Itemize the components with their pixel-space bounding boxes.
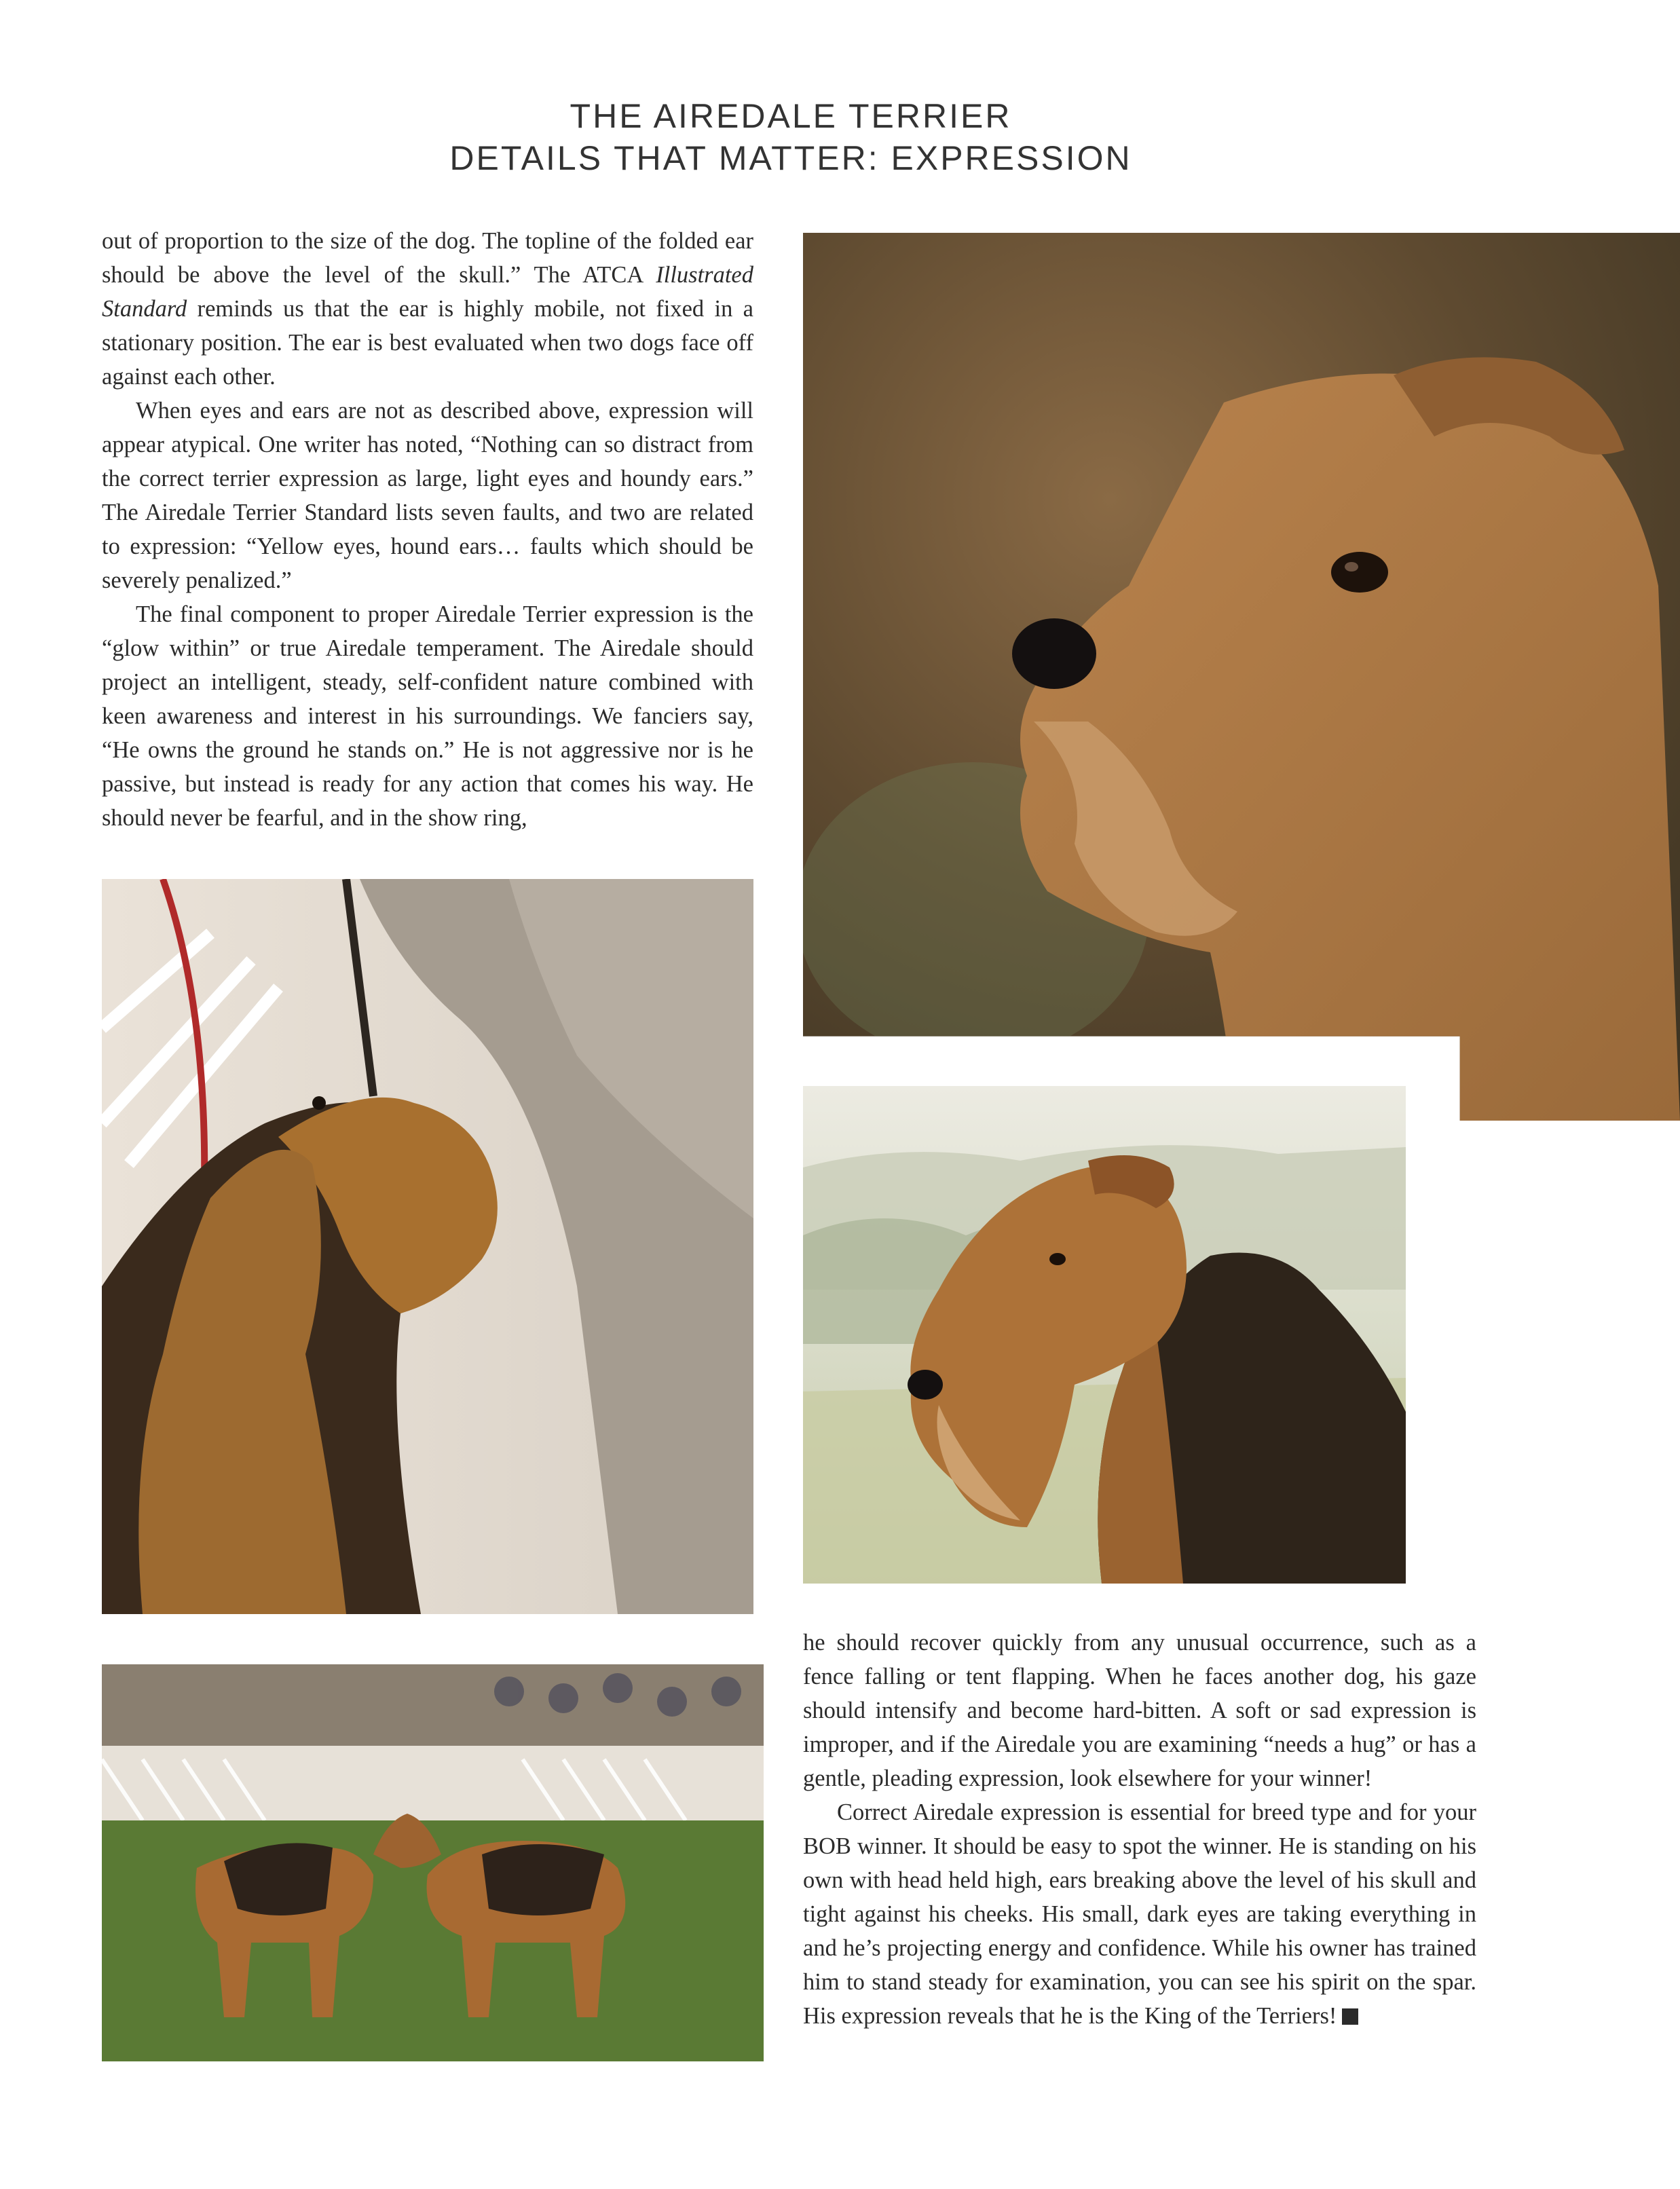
paragraph: The final component to proper Airedale Terrier expression is the “glow within” or true Airedale temperament. The Airedale should project an intelligent, steady, self-confident nature combined with keen awareness and interest in his surroundings. We fanciers say, “He owns the ground he stands on.” He is not aggressive nor is he passive, but instead is ready for any action that comes his way. He should never be fearful, and in the show ring,	[102, 601, 753, 831]
airedale-with-handler-photo	[102, 879, 753, 1614]
airedale-meadow-photo	[803, 1086, 1406, 1584]
italic-title: Illustrated Standard	[102, 262, 753, 322]
paragraph: out of proportion to the size of the dog. The topline of the folded ear should be above the level of the skull.” The ATCA Illustrated Standard reminds us that the ear is highly mobile, not fixed in a stationary position. The ear is best evaluated when two dogs face off against each other.	[102, 228, 753, 390]
airedale-head-photo	[803, 233, 1680, 1121]
header-title: THE AIREDALE TERRIER	[570, 97, 1012, 135]
page-header	[0, 95, 1582, 179]
paragraph: Correct Airedale expression is essential for breed type and for your BOB winner. It should be easy to spot the winner. He is standing on his own with head held high, ears breaking above the level of his skull and tight against his cheeks. His small, dark eyes are taking everything in and he’s projecting energy and confidence. While his owner has trained him to stand steady for examination, you can see his spirit on the spar. His expression reveals that he is the King of the Terriers!	[803, 1799, 1476, 2029]
paragraph: he should recover quickly from any unusual occurrence, such as a fence falling or tent flapping. When he faces another dog, his gaze should intensify and become hard-bitten. A soft or sad expression is improper, and if the Airedale you are examining “needs a hug” or has a gentle, pleading expression, look elsewhere for your winner!	[803, 1630, 1476, 1791]
header-subtitle: DETAILS THAT MATTER: EXPRESSION	[449, 139, 1132, 177]
end-of-article-mark	[1342, 2008, 1358, 2025]
article-column-right	[803, 1626, 1476, 2033]
article-column-left	[102, 224, 753, 835]
airedales-face-off-photo	[102, 1664, 764, 2061]
paragraph: When eyes and ears are not as described above, expression will appear atypical. One writer has noted, “Nothing can so distract from the correct terrier expression as large, light eyes and houndy ears.” The Airedale Terrier Standard lists seven faults, and two are related to expression: “Yellow eyes, hound ears… faults which should be severely penalized.”	[102, 398, 753, 593]
